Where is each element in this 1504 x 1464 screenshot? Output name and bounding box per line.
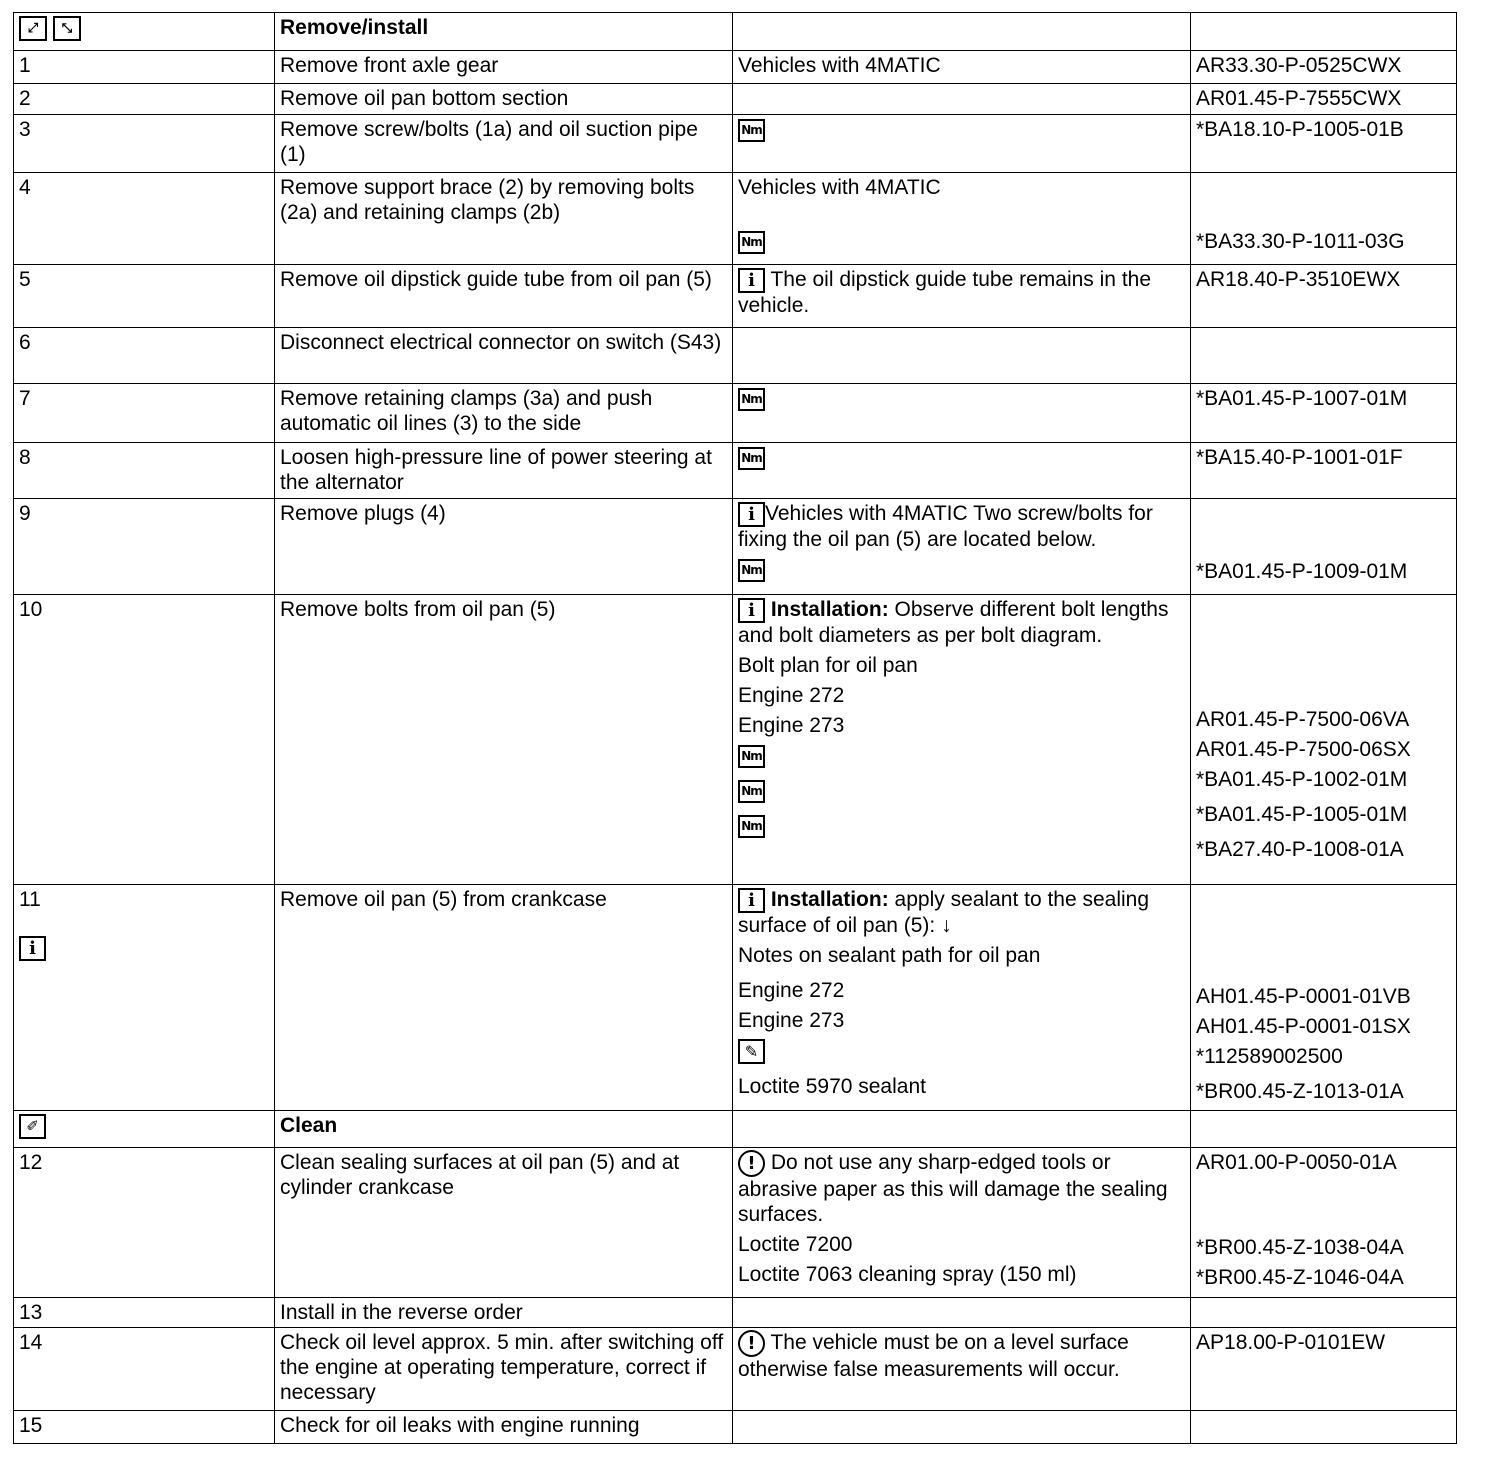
step-note: Vehicles with 4MATIC — [733, 51, 1191, 84]
reference-cell — [1191, 173, 1457, 265]
torque-nm-icon[interactable]: Nm — [738, 231, 765, 254]
step-note — [733, 1328, 1191, 1411]
note-text: apply sealant to the sealing surface of oil pan (5): — [738, 888, 1150, 937]
step-note — [733, 1298, 1191, 1328]
step-action: Disconnect electrical connector on switch (S43) — [275, 328, 733, 384]
step-action: Check oil level approx. 5 min. after switching off the engine at operating temperature, correct if necessary — [275, 1328, 733, 1411]
expand-all-icon[interactable]: ⤢ — [19, 16, 47, 41]
empty-cell — [1191, 1111, 1457, 1148]
section-title: Clean — [275, 1111, 733, 1148]
reference-link[interactable]: *BA15.40-P-1001-01F — [1191, 443, 1457, 499]
section-icon-cell — [14, 1111, 275, 1148]
table-row — [14, 328, 1457, 384]
reference-link — [1191, 1298, 1457, 1328]
reference-link — [1191, 1411, 1457, 1444]
table-row — [14, 115, 1457, 173]
torque-nm-icon[interactable]: Nm — [738, 388, 765, 411]
reference-link[interactable]: AR01.45-P-7555CWX — [1191, 84, 1457, 115]
info-icon[interactable]: i — [19, 936, 46, 961]
reference-link[interactable]: AR01.45-P-7500-06SX — [1196, 738, 1411, 761]
step-action: Loosen high-pressure line of power steering at the alternator — [275, 443, 733, 499]
step-number: 11 — [19, 888, 41, 911]
note-icon-line — [738, 229, 1185, 254]
table-row — [14, 1328, 1457, 1411]
step-action: Remove retaining clamps (3a) and push automatic oil lines (3) to the side — [275, 384, 733, 443]
reference-cell — [1191, 499, 1457, 595]
torque-nm-icon[interactable]: Nm — [738, 447, 765, 470]
reference-link[interactable]: *BA01.45-P-1002-01M — [1196, 768, 1408, 791]
sub-text: Loctite 5970 sealant — [738, 1074, 926, 1098]
step-action: Check for oil leaks with engine running — [275, 1411, 733, 1444]
sub-text: Engine 273 — [738, 713, 845, 737]
step-note — [733, 265, 1191, 328]
step-note — [733, 443, 1191, 499]
section-title: Remove/install — [275, 13, 733, 51]
note-text: The vehicle must be on a level surface otherwise false measurements will occur. — [738, 1331, 1129, 1381]
reference-link[interactable]: AR33.30-P-0525CWX — [1191, 51, 1457, 84]
reference-link[interactable]: *BA01.45-P-1009-01M — [1196, 560, 1408, 583]
reference-link[interactable]: AR01.45-P-7500-06VA — [1196, 708, 1410, 731]
info-icon[interactable]: i — [738, 598, 765, 623]
torque-nm-icon[interactable]: Nm — [738, 559, 765, 582]
step-action: Remove screw/bolts (1a) and oil suction pipe (1) — [275, 115, 733, 173]
empty-cell — [1191, 13, 1457, 51]
sub-text: Bolt plan for oil pan — [738, 653, 918, 677]
reference-link[interactable]: *BA27.40-P-1008-01A — [1196, 838, 1404, 861]
note-text: Vehicles with 4MATIC Two screw/bolts for fixing the oil pan (5) are located below. — [738, 502, 1153, 551]
step-action: Remove oil pan (5) from crankcase — [275, 885, 733, 1111]
torque-nm-icon[interactable]: Nm — [738, 745, 765, 768]
note-text: Vehicles with 4MATIC — [738, 176, 941, 199]
installation-label: Installation: — [770, 598, 889, 621]
step-number: 6 — [14, 328, 275, 384]
reference-link[interactable]: AH01.45-P-0001-01VB — [1196, 985, 1411, 1008]
step-number: 3 — [14, 115, 275, 173]
step-number: 2 — [14, 84, 275, 115]
step-number: 8 — [14, 443, 275, 499]
info-icon[interactable]: i — [738, 888, 765, 913]
step-action: Remove bolts from oil pan (5) — [275, 595, 733, 885]
sub-text: Loctite 7200 — [738, 1233, 853, 1256]
step-note — [733, 84, 1191, 115]
info-icon[interactable]: i — [738, 268, 765, 293]
table-header-row — [14, 13, 1457, 51]
reference-link[interactable]: *BA18.10-P-1005-01B — [1191, 115, 1457, 173]
step-note — [733, 1411, 1191, 1444]
caution-icon[interactable]: ! — [738, 1330, 765, 1357]
table-row — [14, 595, 1457, 885]
special-tool-icon[interactable]: ✎ — [738, 1039, 765, 1064]
step-number: 9 — [14, 499, 275, 595]
step-action: Clean sealing surfaces at oil pan (5) and at cylinder crankcase — [275, 1148, 733, 1298]
step-number: 10 — [14, 595, 275, 885]
reference-link[interactable] — [1196, 677, 1451, 702]
note-text: The oil dipstick guide tube remains in the vehicle. — [738, 268, 1152, 317]
caution-icon[interactable]: ! — [738, 1150, 765, 1177]
reference-link[interactable]: *BR00.45-Z-1038-04A — [1196, 1236, 1404, 1259]
reference-cell — [1191, 595, 1457, 885]
step-action: Install in the reverse order — [275, 1298, 733, 1328]
table-row — [14, 1148, 1457, 1298]
step-note — [733, 885, 1191, 1111]
step-action: Remove oil dipstick guide tube from oil pan (5) — [275, 265, 733, 328]
step-number: 15 — [14, 1411, 275, 1444]
sub-text: Notes on sealant path for oil pan — [738, 943, 1041, 967]
step-number: 12 — [14, 1148, 275, 1298]
reference-cell — [1191, 1148, 1457, 1298]
note-text: Do not use any sharp-edged tools or abrasive paper as this will damage the sealing surfaces. — [738, 1151, 1168, 1226]
step-note — [733, 115, 1191, 173]
reference-link[interactable]: *BR00.45-Z-1046-04A — [1196, 1266, 1404, 1289]
table-row — [14, 1298, 1457, 1328]
reference-link[interactable]: AR18.40-P-3510EWX — [1191, 265, 1457, 328]
sub-text: Engine 272 — [738, 683, 845, 707]
step-action: Remove support brace (2) by removing bolts (2a) and retaining clamps (2b) — [275, 173, 733, 265]
table-row — [14, 265, 1457, 328]
step-number: 5 — [14, 265, 275, 328]
reference-cell — [1191, 885, 1457, 1111]
table-row — [14, 443, 1457, 499]
step-number: 4 — [14, 173, 275, 265]
procedure-table — [13, 12, 1457, 1444]
installation-label: Installation: — [770, 888, 889, 911]
step-note — [733, 1148, 1191, 1298]
table-row — [14, 173, 1457, 265]
note-text: Observe different bolt lengths and bolt diameters as per bolt diagram. — [738, 598, 1169, 647]
step-number: 7 — [14, 384, 275, 443]
step-number: 13 — [14, 1298, 275, 1328]
torque-nm-icon[interactable]: Nm — [738, 119, 765, 142]
reference-link — [1191, 328, 1457, 384]
table-row — [14, 1411, 1457, 1444]
step-number-cell — [14, 885, 275, 1111]
reference-link[interactable]: *112589002500 — [1196, 1045, 1343, 1068]
table-row — [14, 84, 1457, 115]
reference-link[interactable]: AR01.00-P-0050-01A — [1196, 1151, 1397, 1174]
sub-text: Loctite 7063 cleaning spray (150 ml) — [738, 1263, 1077, 1286]
note-icon-line — [738, 557, 1185, 582]
step-note — [733, 384, 1191, 443]
reference-link[interactable]: *BA33.30-P-1011-03G — [1196, 230, 1405, 253]
torque-nm-icon[interactable]: Nm — [738, 780, 765, 803]
reference-link[interactable]: *BR00.45-Z-1013-01A — [1196, 1080, 1404, 1103]
step-note — [733, 499, 1191, 595]
step-action: Remove oil pan bottom section — [275, 84, 733, 115]
table-row — [14, 384, 1457, 443]
step-number: 14 — [14, 1328, 275, 1411]
reference-link[interactable]: AH01.45-P-0001-01SX — [1196, 1015, 1411, 1038]
header-icons-cell — [14, 13, 275, 51]
empty-cell — [733, 1111, 1191, 1148]
empty-cell — [733, 13, 1191, 51]
sub-text: Engine 272 — [738, 978, 845, 1002]
section-header-row — [14, 1111, 1457, 1148]
arrow-down-icon: ↓ — [941, 913, 952, 937]
reference-link[interactable]: *BA01.45-P-1005-01M — [1196, 803, 1408, 826]
table-row — [14, 499, 1457, 595]
step-note — [733, 595, 1191, 885]
collapse-all-icon[interactable]: ⤡ — [53, 16, 81, 41]
info-icon[interactable]: i — [738, 502, 765, 527]
step-number: 1 — [14, 51, 275, 84]
step-note — [733, 173, 1191, 265]
sub-text: Engine 273 — [738, 1008, 845, 1032]
step-action: Remove front axle gear — [275, 51, 733, 84]
reference-link[interactable]: AP18.00-P-0101EW — [1191, 1328, 1457, 1411]
table-row — [14, 885, 1457, 1111]
step-note — [733, 328, 1191, 384]
clean-icon[interactable]: ✐ — [19, 1114, 46, 1139]
step-action: Remove plugs (4) — [275, 499, 733, 595]
reference-link[interactable]: *BA01.45-P-1007-01M — [1191, 384, 1457, 443]
torque-nm-icon[interactable]: Nm — [738, 815, 765, 838]
table-row — [14, 51, 1457, 84]
